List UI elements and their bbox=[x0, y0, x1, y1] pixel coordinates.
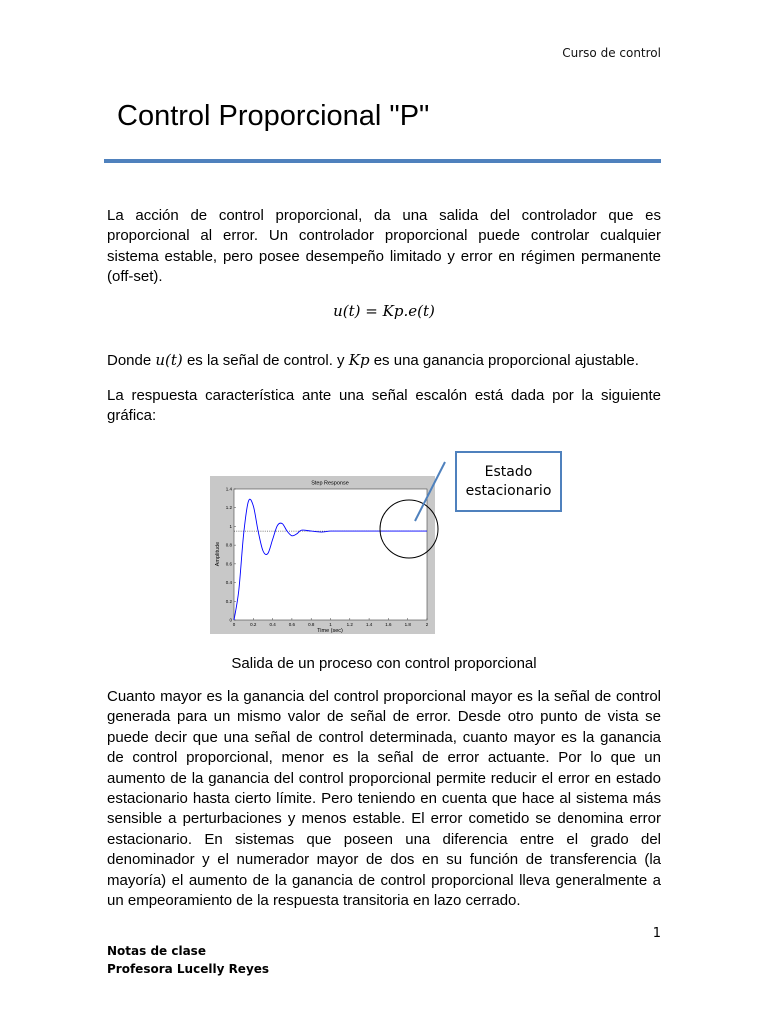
respuesta-paragraph: La respuesta característica ante una señal escalón está dada por la siguiente gráfica: bbox=[107, 387, 661, 425]
y-tick-label-6: 1.2 bbox=[225, 505, 232, 511]
x-tick-label-7: 1.4 bbox=[365, 622, 373, 627]
x-tick-label-3: 0.6 bbox=[288, 622, 296, 627]
donde-suffix: es una ganancia proporcional ajustable. bbox=[369, 352, 639, 369]
kp-subscript: p bbox=[359, 351, 370, 369]
page-title: Control Proporcional "P" bbox=[117, 100, 430, 132]
intro-paragraph: La acción de control proporcional, da una salida del controlador que es proporcional al error. Un controlador proporcional puede controlar cualquier sistema estable, pero posee desempeño limitado y error en régimen permanente (off-set). bbox=[107, 207, 661, 286]
x-tick-label-0: 0 bbox=[232, 622, 236, 627]
x-tick-label-10: 2 bbox=[425, 622, 429, 627]
callout-line-2: estacionario bbox=[465, 482, 552, 499]
x-tick-label-1: 0.2 bbox=[250, 622, 257, 627]
y-tick-label-5: 1 bbox=[229, 523, 232, 529]
x-tick-label-4: 0.8 bbox=[308, 622, 315, 627]
running-header: Curso de control bbox=[562, 46, 661, 60]
donde-middle: es la señal de control. y bbox=[182, 352, 349, 369]
footer-author: Profesora Lucelly Reyes bbox=[107, 962, 270, 976]
y-tick-label-4: 0.8 bbox=[225, 542, 232, 548]
footer-notes: Notas de clase bbox=[107, 944, 206, 958]
y-tick-label-3: 0.6 bbox=[225, 561, 232, 567]
x-tick-label-9: 1.8 bbox=[404, 622, 411, 627]
y-tick-label-7: 1.4 bbox=[225, 486, 232, 492]
step-response-chart bbox=[210, 476, 435, 634]
donde-paragraph bbox=[107, 350, 661, 371]
y-tick-label-2: 0.4 bbox=[225, 580, 232, 586]
x-tick-label-5: 1 bbox=[329, 622, 332, 627]
y-tick-label-0: 0 bbox=[229, 617, 232, 623]
chart-title: Step Response bbox=[311, 480, 349, 487]
x-tick-label-8: 1.6 bbox=[385, 622, 392, 627]
plot-area bbox=[234, 489, 427, 620]
donde-prefix: Donde bbox=[107, 352, 156, 369]
body-paragraph: Cuanto mayor es la ganancia del control proporcional mayor es la señal de control generada para un mismo valor de señal de error. Desde otro punto de vista se puede decir que una señal de control determinada, cuanto mayor es la ganancia de control proporcional, menor es la señal de error actuante. Por lo que un aumento de la ganancia del control proporcional permite reducir el error en estado estacionario hasta cierto límite. Pero teniendo en cuenta que hace al sistema más sensible a perturbaciones y menos estable. El error cometido se denomina error estacionario. En sistemas que poseen una diferencia entre el grado del denominador y el numerador mayor de dos en su función de transferencia (la mayoría) el aumento de la ganancia de control proporcional lleva generalmente a un empeoramiento de la respuesta transitoria en lazo cerrado. bbox=[107, 688, 661, 910]
y-axis-label: Amplitude bbox=[215, 541, 221, 567]
figure-caption: Salida de un proceso con control proporcional bbox=[231, 655, 537, 672]
u-of-t: u(t) bbox=[155, 351, 183, 369]
control-equation bbox=[0, 302, 768, 320]
y-tick-label-1: 0.2 bbox=[225, 598, 232, 604]
kp-symbol: K bbox=[348, 351, 360, 369]
page-number: 1 bbox=[652, 926, 661, 941]
title-underline bbox=[104, 159, 661, 163]
x-axis-label: Time (sec) bbox=[317, 628, 343, 634]
callout-box bbox=[455, 451, 562, 512]
equation-lhs: u(t) = K bbox=[333, 302, 394, 320]
equation-subscript: p bbox=[393, 302, 404, 320]
x-tick-label-2: 0.4 bbox=[269, 622, 276, 627]
equation-rhs: .e(t) bbox=[403, 302, 435, 320]
x-tick-label-6: 1.2 bbox=[346, 622, 353, 627]
callout-line-1: Estado bbox=[484, 463, 533, 480]
